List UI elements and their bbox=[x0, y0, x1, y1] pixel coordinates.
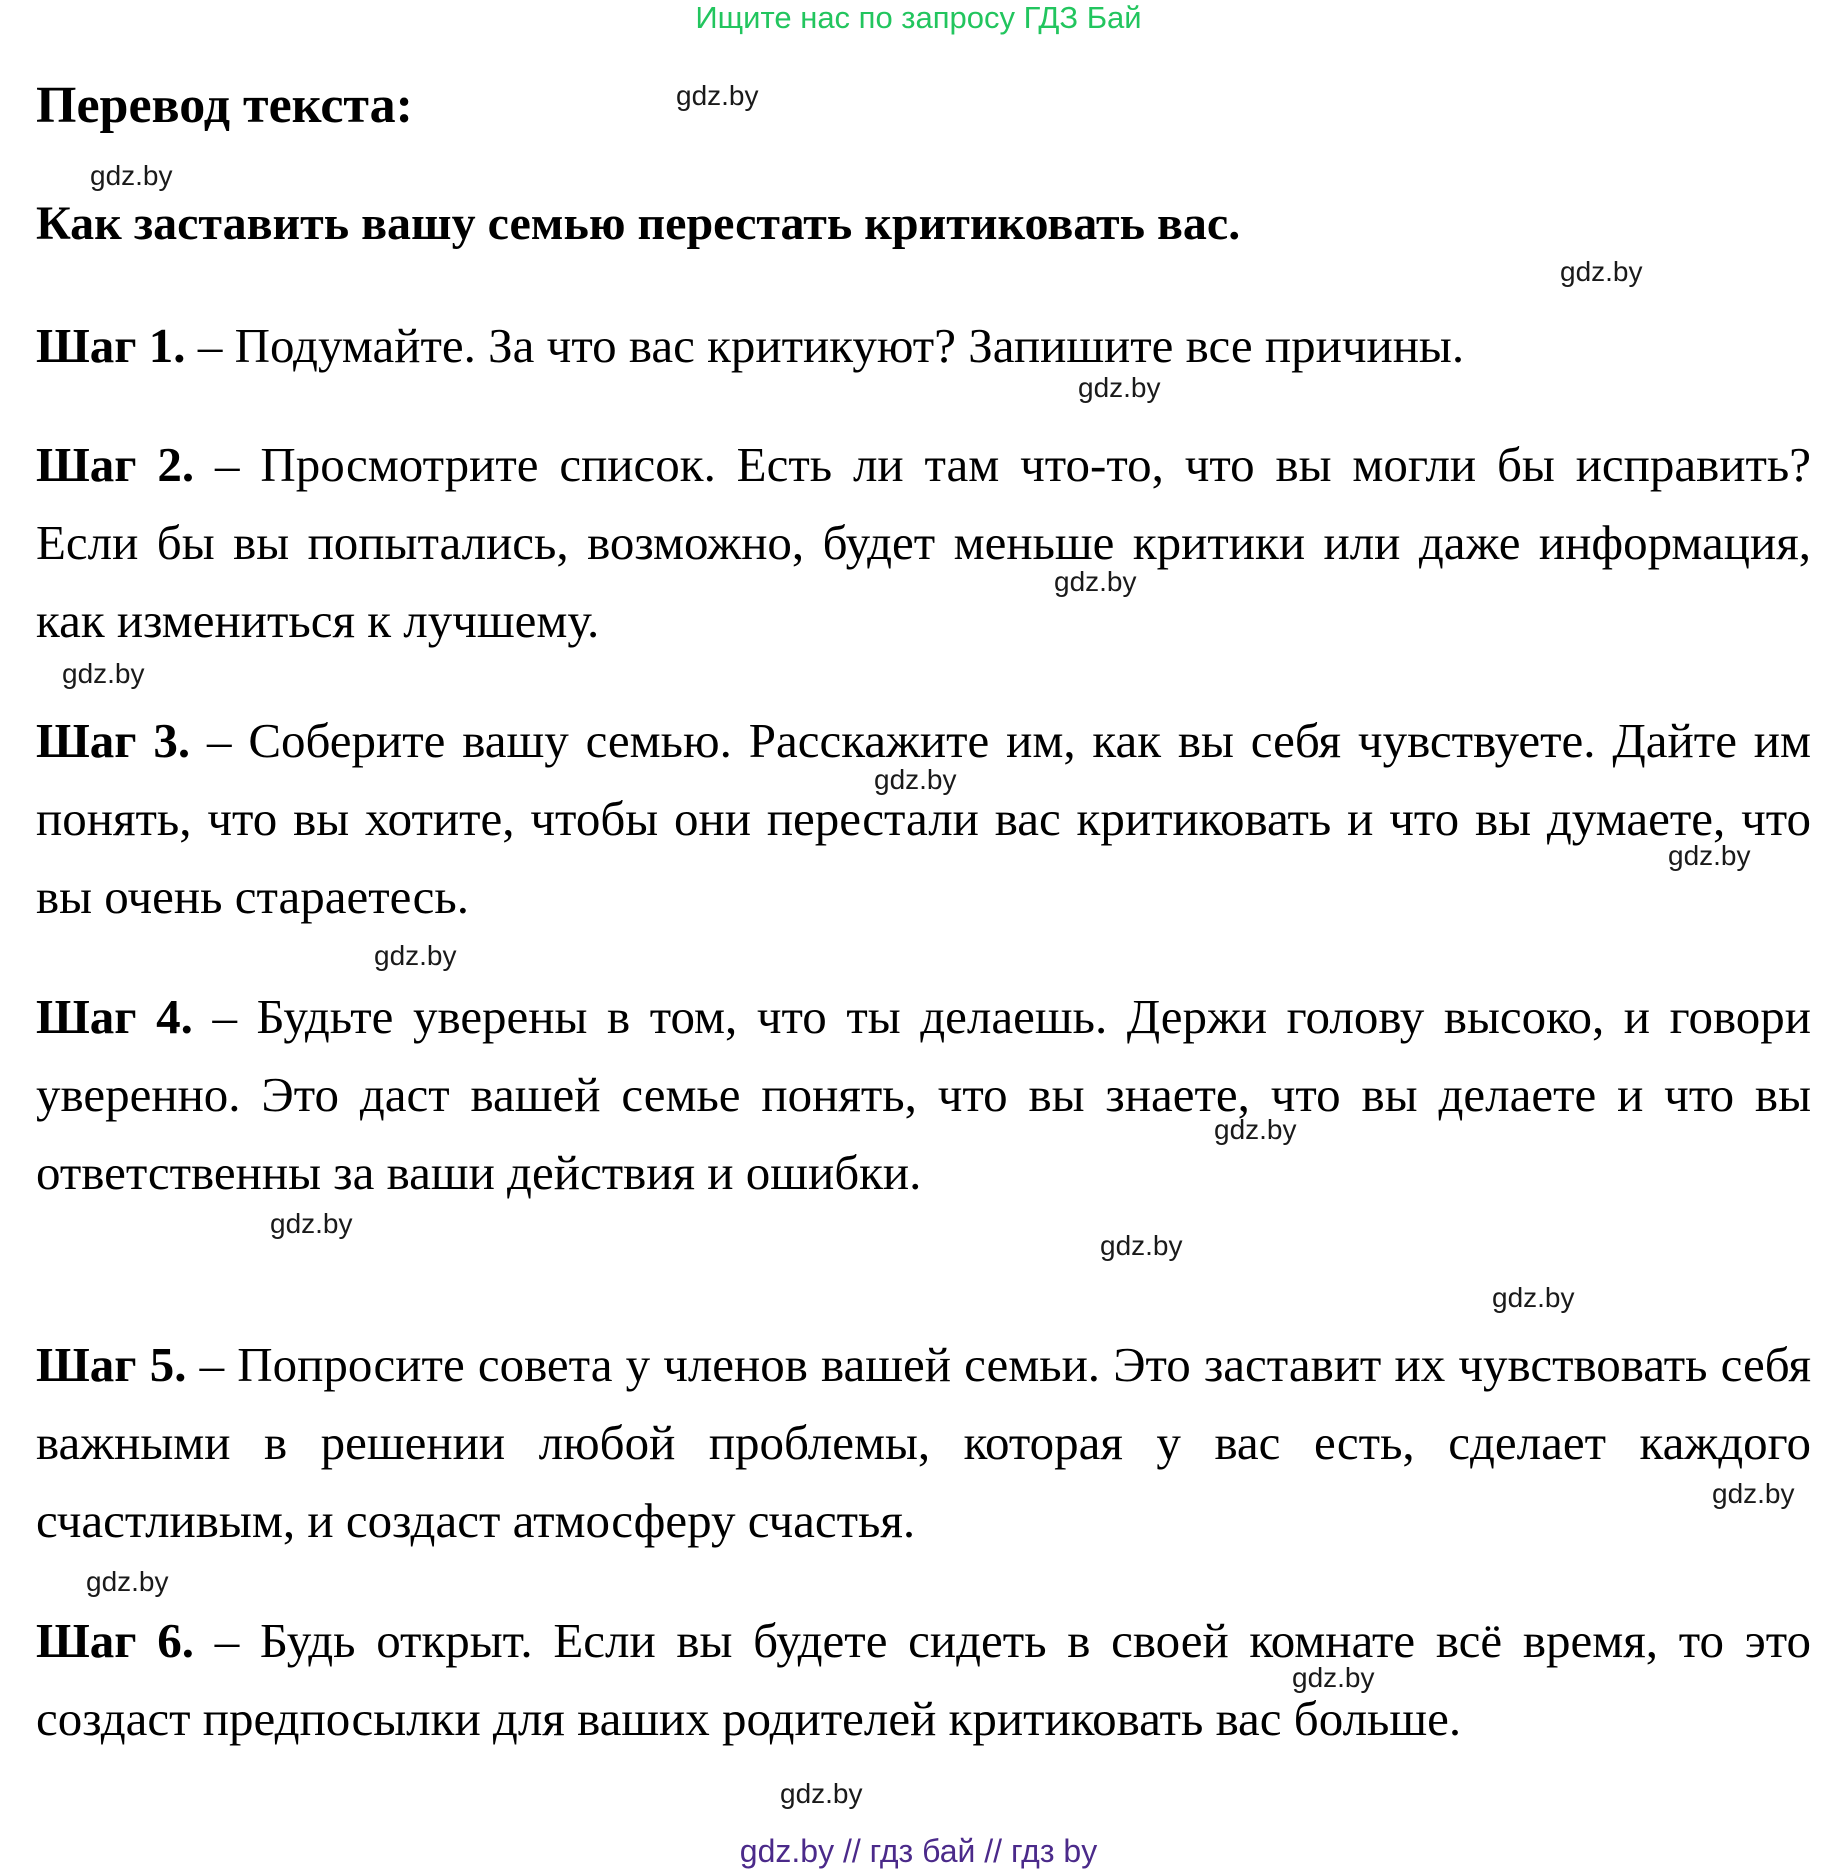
page-heading: Перевод текста: bbox=[36, 77, 413, 134]
watermark: gdz.by bbox=[780, 1778, 863, 1809]
watermark: gdz.by bbox=[86, 1566, 169, 1597]
step-1 bbox=[36, 307, 1811, 385]
article-title: Как заставить вашу семью перестать критиковать вас. bbox=[36, 197, 1241, 250]
step-label: Шаг 3. bbox=[36, 713, 191, 768]
watermark: gdz.by bbox=[676, 80, 759, 111]
step-label: Шаг 6. bbox=[36, 1613, 194, 1668]
watermark: gdz.by bbox=[1100, 1230, 1183, 1261]
step-text: – Соберите вашу семью. Расскажите им, как вы себя чувствуете. Дайте им понять, что вы хотите, чтобы они перестали вас критиковать и что вы думаете, что вы очень стараетесь. bbox=[36, 713, 1812, 924]
footer-links: gdz.by // гдз бай // гдз by bbox=[739, 1833, 1098, 1869]
step-label: Шаг 5. bbox=[36, 1337, 187, 1392]
top-banner: Ищите нас по запросу ГДЗ Бай bbox=[695, 0, 1142, 35]
step-2 bbox=[36, 426, 1811, 660]
watermark: gdz.by bbox=[874, 764, 957, 795]
step-text: – Будь открыт. Если вы будете сидеть в своей комнате всё время, то это создаст предпосылки для ваших родителей критиковать вас больше. bbox=[36, 1613, 1811, 1746]
step-3 bbox=[36, 702, 1811, 936]
watermark: gdz.by bbox=[1712, 1478, 1795, 1509]
watermark: gdz.by bbox=[1214, 1114, 1297, 1145]
step-text: – Будьте уверены в том, что ты делаешь. Держи голову высоко, и говори уверенно. Это даст вашей семье понять, что вы знаете, что вы делаете и что вы ответственны за ваши действия и ошибки. bbox=[36, 989, 1811, 1200]
step-4 bbox=[36, 978, 1811, 1212]
watermark: gdz.by bbox=[1078, 372, 1161, 403]
watermark: gdz.by bbox=[374, 940, 457, 971]
step-5 bbox=[36, 1326, 1811, 1560]
watermark: gdz.by bbox=[62, 658, 145, 689]
step-text: – Попросите совета у членов вашей семьи. Это заставит их чувствовать себя важными в решении любой проблемы, которая у вас есть, сделает каждого счастливым, и создаст атмосферу счастья. bbox=[36, 1337, 1812, 1548]
step-6 bbox=[36, 1602, 1811, 1758]
step-text: – Подумайте. За что вас критикуют? Запишите все причины. bbox=[197, 318, 1465, 373]
watermark: gdz.by bbox=[1492, 1282, 1575, 1313]
step-text: – Просмотрите список. Есть ли там что-то, что вы могли бы исправить? Если бы вы попытались, возможно, будет меньше критики или даже информация, как измениться к лучшему. bbox=[36, 437, 1812, 648]
watermark: gdz.by bbox=[90, 160, 173, 191]
step-label: Шаг 2. bbox=[36, 437, 195, 492]
watermark: gdz.by bbox=[1668, 840, 1751, 871]
watermark: gdz.by bbox=[270, 1208, 353, 1239]
step-label: Шаг 4. bbox=[36, 989, 193, 1044]
watermark: gdz.by bbox=[1560, 256, 1643, 287]
watermark: gdz.by bbox=[1054, 566, 1137, 597]
watermark: gdz.by bbox=[1292, 1662, 1375, 1693]
step-label: Шаг 1. bbox=[36, 318, 186, 373]
